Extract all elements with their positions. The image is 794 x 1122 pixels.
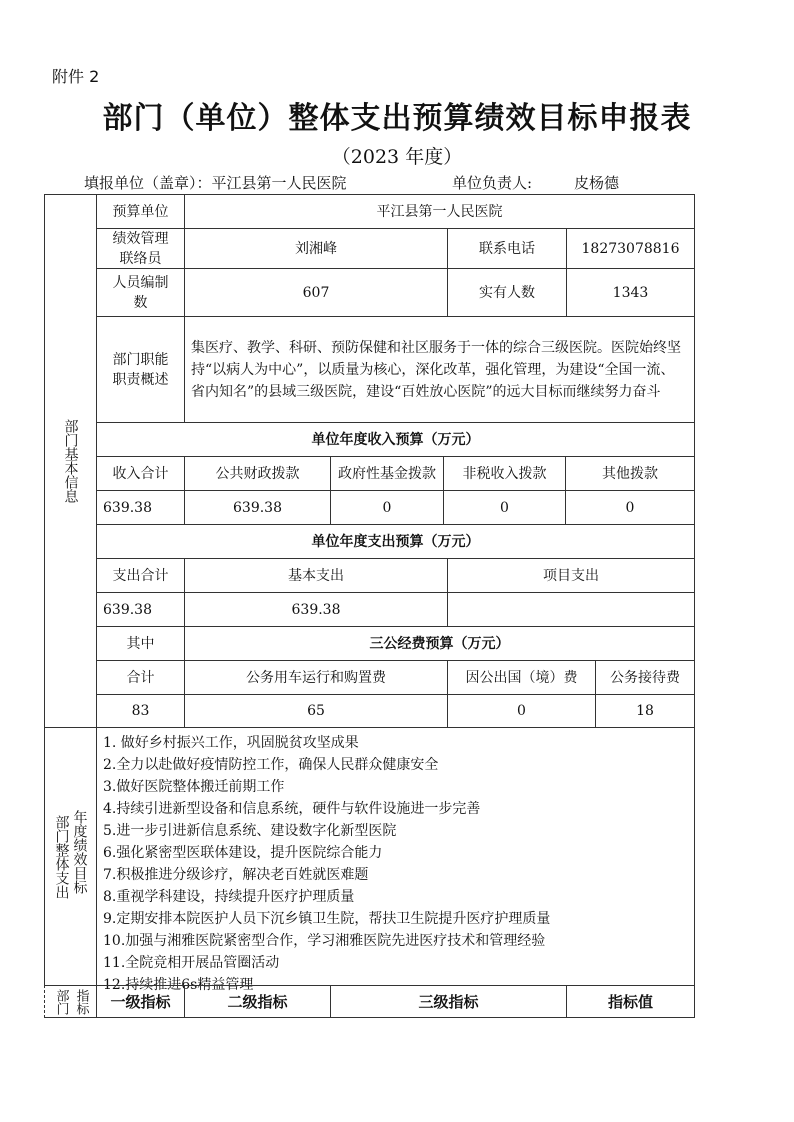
goal-item: 7.积极推进分级诊疗，解决老百姓就医难题 [103, 867, 369, 883]
three-public-header: 合计 [96, 660, 185, 695]
three-public-prefix: 其中 [96, 626, 185, 661]
goal-item: 6.强化紧密型医联体建设，提升医院综合能力 [103, 845, 383, 861]
income-header: 其他拨款 [565, 456, 695, 491]
goal-item: 10.加强与湘雅医院紧密型合作，学习湘雅医院先进医疗技术和管理经验 [103, 933, 546, 949]
liaison-label: 绩效管理联络员 [96, 228, 185, 269]
liaison-value: 刘湘峰 [184, 228, 448, 269]
attachment-label: 附件 2 [52, 67, 100, 86]
three-public-value: 0 [447, 694, 596, 728]
indicators-section-label-main: 部门 [53, 988, 69, 1015]
goal-item: 11.全院竞相开展品管圈活动 [103, 955, 280, 971]
indicator-header: 三级指标 [330, 985, 567, 1018]
page-title: 部门（单位）整体支出预算绩效目标申报表 [102, 101, 692, 136]
goals-section-label [44, 727, 97, 986]
income-value: 639.38 [96, 490, 185, 525]
income-header: 收入合计 [96, 456, 185, 491]
goal-item: 4.持续引进新型设备和信息系统，硬件与软件设施进一步完善 [103, 801, 481, 817]
indicators-section-label [44, 985, 97, 1018]
income-value: 0 [565, 490, 695, 525]
phone-label: 联系电话 [447, 228, 567, 269]
three-public-title: 三公经费预算（万元） [184, 626, 695, 661]
goal-item: 2.全力以赴做好疫情防控工作，确保人民群众健康安全 [103, 757, 439, 773]
goals-section-label-main: 部门整体支出 [53, 814, 70, 899]
leader-name: 皮杨德 [574, 174, 620, 192]
budget-unit-value: 平江县第一人民医院 [184, 194, 695, 229]
three-public-value: 83 [96, 694, 185, 728]
indicator-header: 指标值 [566, 985, 695, 1018]
staff-quota-label: 人员编制数 [96, 268, 185, 317]
duties-label: 部门职能职责概述 [96, 316, 185, 423]
expense-value [447, 592, 695, 627]
income-header: 公共财政拨款 [184, 456, 331, 491]
phone-value: 18273078816 [566, 228, 695, 269]
actual-staff-label: 实有人数 [447, 268, 567, 317]
year-label: （2023 年度） [331, 146, 463, 168]
three-public-header: 公务用车运行和购置费 [184, 660, 448, 695]
goal-item: 3.做好医院整体搬迁前期工作 [103, 779, 285, 795]
expense-title: 单位年度支出预算（万元） [96, 524, 695, 559]
indicators-section-label-sub: 指标 [73, 988, 89, 1015]
indicator-header: 一级指标 [96, 985, 185, 1018]
expense-header: 基本支出 [184, 558, 448, 593]
income-value: 0 [443, 490, 566, 525]
goal-item: 8.重视学科建设，持续提升医疗护理质量 [103, 889, 355, 905]
expense-value: 639.38 [184, 592, 448, 627]
expense-value: 639.38 [96, 592, 185, 627]
expense-header: 支出合计 [96, 558, 185, 593]
staff-quota-value: 607 [184, 268, 448, 317]
income-header: 非税收入拨款 [443, 456, 566, 491]
three-public-value: 65 [184, 694, 448, 728]
goals-list [96, 727, 695, 993]
goal-item: 12.持续推进6s精益管理 [103, 977, 254, 993]
three-public-value: 18 [595, 694, 695, 728]
actual-staff-value: 1343 [566, 268, 695, 317]
goals-section-label-sub: 年度绩效目标 [71, 809, 88, 894]
three-public-header: 公务接待费 [595, 660, 695, 695]
three-public-header: 因公出国（境）费 [447, 660, 596, 695]
income-value: 639.38 [184, 490, 331, 525]
duties-text: 集医疗、教学、科研、预防保健和社区服务于一体的综合三级医院。医院始终坚持“以病人为中心”，以质量为核心，深化改革，强化管理，为建设“全国一流、省内知名”的县域三级医院，建设“百姓放心医院”的远大目标而继续努力奋斗 [184, 316, 695, 423]
section-basic-info-label: 部门基本信息 [44, 194, 97, 728]
income-title: 单位年度收入预算（万元） [96, 422, 695, 457]
leader-label: 单位负责人: [452, 174, 533, 192]
indicator-header: 二级指标 [184, 985, 331, 1018]
goal-item: 5.进一步引进新信息系统、建设数字化新型医院 [103, 823, 397, 839]
expense-header: 项目支出 [447, 558, 695, 593]
filler-unit: 填报单位（盖章）：平江县第一人民医院 [84, 174, 347, 192]
goal-item: 9.定期安排本院医护人员下沉乡镇卫生院，帮扶卫生院提升医疗护理质量 [103, 911, 551, 927]
budget-unit-label: 预算单位 [96, 194, 185, 229]
goal-item: 1. 做好乡村振兴工作，巩固脱贫攻坚成果 [103, 735, 359, 751]
income-value: 0 [330, 490, 444, 525]
income-header: 政府性基金拨款 [330, 456, 444, 491]
